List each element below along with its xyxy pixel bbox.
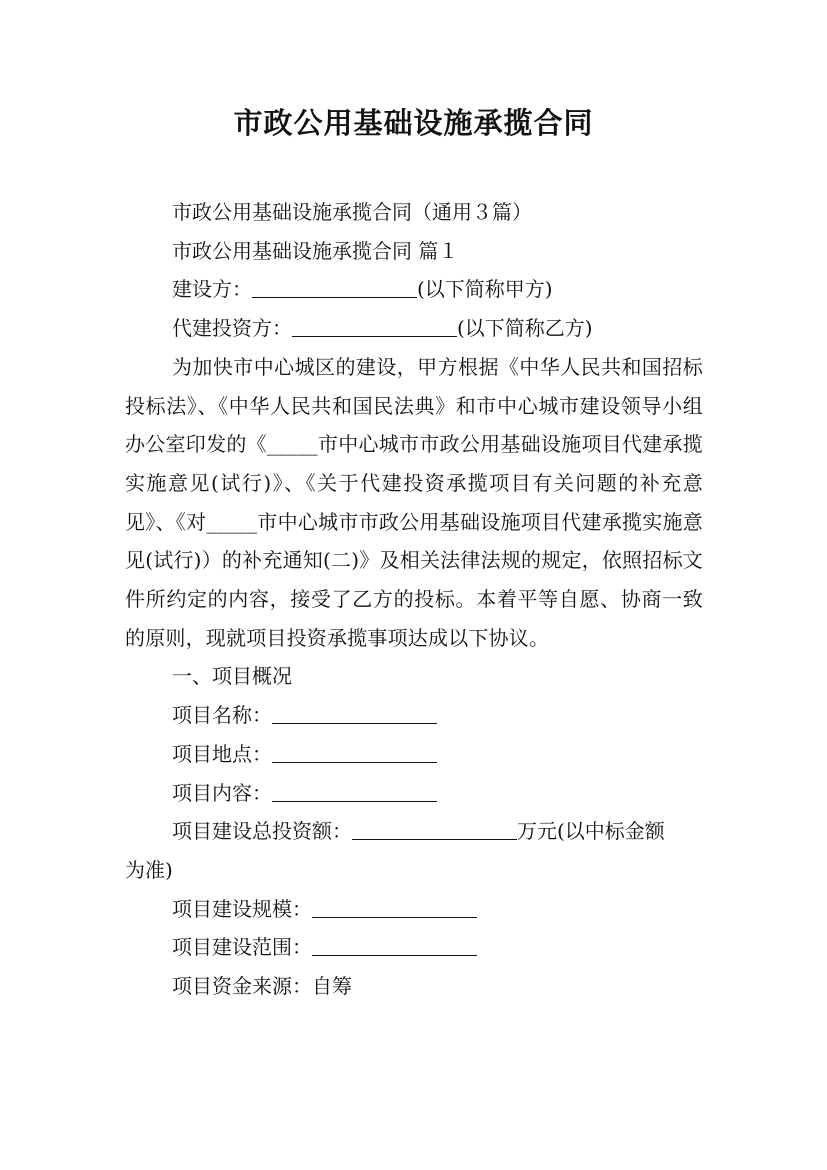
scope-line (125, 928, 703, 967)
investment-blank (352, 817, 517, 840)
intro-paragraph: 为加快市中心城区的建设，甲方根据《中华人民共和国招标投标法》、《中华人民共和国民法典》和市中心城市建设领导小组办公室印发的《_____市中心城市市政公用基础设施项目代建承揽实施意见(试行)》、《关于代建投资承揽项目有关问题的补充意见》、《对_____市中心城市市政公用基础设施项目代建承揽实施意见(试行)）的补充通知(二)》及相关法律法规的规定，依照招标文件所约定的内容，接受了乙方的投标。本着平等自愿、协商一致的原则，现就项目投资承揽事项达成以下协议。 (125, 354, 703, 650)
project-name-blank (272, 701, 437, 724)
subtitle: 市政公用基础设施承揽合同（通用３篇） (172, 200, 532, 224)
funding-label: 项目资金来源： (172, 974, 312, 999)
scale-line (125, 890, 703, 929)
party-a-label: 建设方： (172, 277, 252, 302)
document-body (125, 193, 703, 1006)
party-b-line (125, 309, 703, 348)
investment-suffix: 万元(以中标金额 (517, 819, 665, 844)
party-b-label: 代建投资方： (172, 316, 292, 341)
overview-heading: 一、项目概况 (172, 664, 292, 689)
party-b-blank (292, 314, 457, 337)
project-name-label: 项目名称： (172, 703, 272, 728)
party-b-suffix: (以下简称乙方) (457, 316, 593, 341)
scope-blank (312, 933, 477, 956)
project-content-line (125, 774, 703, 813)
investment-line-continued: 为准) (125, 857, 173, 882)
section-heading: 市政公用基础设施承揽合同 篇１ (172, 238, 459, 263)
scale-blank (312, 895, 477, 918)
party-a-blank (252, 275, 417, 298)
party-a-suffix: (以下简称甲方) (417, 277, 553, 302)
funding-value: 自筹 (312, 974, 352, 999)
scale-label: 项目建设规模： (172, 896, 312, 921)
project-location-label: 项目地点： (172, 741, 272, 766)
project-location-blank (272, 740, 437, 763)
project-content-label: 项目内容： (172, 780, 272, 805)
party-a-line (125, 270, 703, 309)
document-title: 市政公用基础设施承揽合同 (233, 106, 594, 140)
project-content-blank (272, 779, 437, 802)
project-location-line (125, 735, 703, 774)
funding-line (125, 967, 703, 1006)
project-name-line (125, 696, 703, 735)
investment-line (125, 812, 703, 851)
scope-label: 项目建设范围： (172, 935, 312, 960)
investment-label: 项目建设总投资额： (172, 819, 352, 844)
